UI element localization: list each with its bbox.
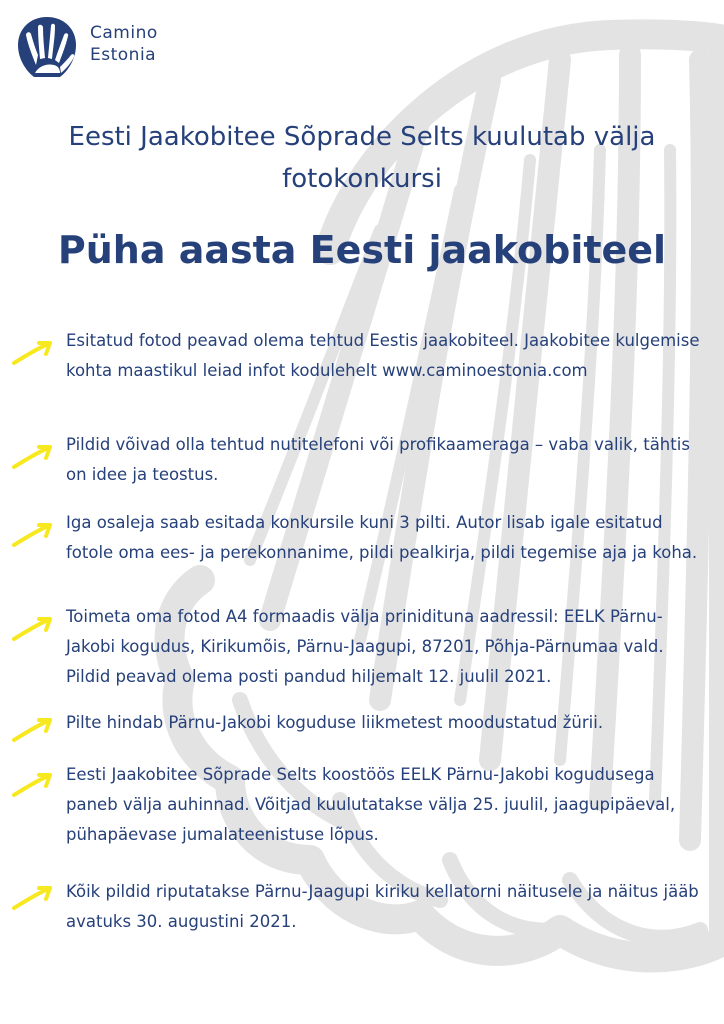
yellow-arrow-icon bbox=[10, 337, 56, 367]
list-item: Esitatud fotod peavad olema tehtud Eestis jaakobiteel. Jaakobitee kulgemise kohta maastikul leiad infot kodulehelt www.caminoestonia.com bbox=[66, 331, 700, 380]
list-item: Pildid võivad olla tehtud nutitelefoni või profikaameraga – vaba valik, tähtis on idee ja teostus. bbox=[66, 435, 690, 484]
yellow-arrow-icon bbox=[10, 441, 56, 471]
brand-name bbox=[90, 22, 158, 66]
list-item: Pilte hindab Pärnu-Jakobi koguduse liikmetest moodustatud žürii. bbox=[66, 713, 604, 732]
list-item: Toimeta oma fotod A4 formaadis välja prinidituna aadressil: EELK Pärnu-Jakobi kogudus, Kirikumõis, Pärnu-Jaagupi, 87201, Põhja-Pärnumaa vald. Pildid peavad olema posti pandud hiljemalt 12. juulil 2021. bbox=[66, 607, 664, 686]
yellow-arrow-icon bbox=[10, 519, 56, 549]
yellow-arrow-icon bbox=[10, 714, 56, 744]
page-subtitle: Eesti Jaakobitee Sõprade Selts kuulutab välja fotokonkursi bbox=[68, 122, 656, 194]
list-item: Eesti Jaakobitee Sõprade Selts koostöös EELK Pärnu-Jakobi kogudusega paneb välja auhinnad. Võitjad kuulutatakse välja 25. juulil, jaagupipäeval, pühapäevase jumalateenistuse lõpus. bbox=[66, 765, 676, 844]
camino-hand-shell-icon bbox=[16, 15, 78, 81]
yellow-arrow-icon bbox=[10, 613, 56, 643]
list-item: Kõik pildid riputatakse Pärnu-Jaagupi kiriku kellatorni näitusele ja näitus jääb avatuks 30. augustini 2021. bbox=[66, 882, 699, 931]
brand-line-1: Camino bbox=[90, 23, 158, 43]
yellow-arrow-icon bbox=[10, 769, 56, 799]
yellow-arrow-icon bbox=[10, 882, 56, 912]
list-item: Iga osaleja saab esitada konkursile kuni 3 pilti. Autor lisab igale esitatud fotole oma ees- ja perekonnanime, pildi pealkirja, pildi tegemise aja ja koha. bbox=[66, 513, 698, 562]
brand-line-2: Estonia bbox=[90, 45, 157, 65]
page-title: Püha aasta Eesti jaakobiteel bbox=[57, 228, 667, 272]
